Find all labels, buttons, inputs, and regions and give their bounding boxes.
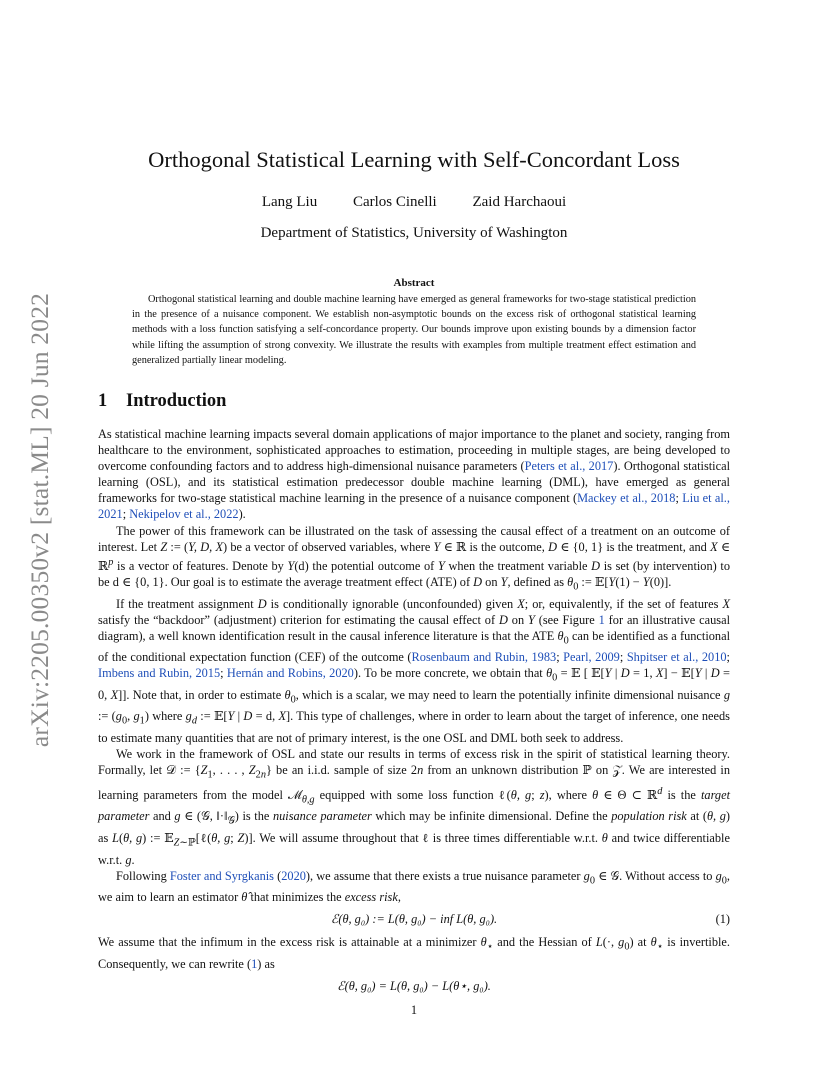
citation-link[interactable]: Hernán and Robins, 2020 xyxy=(226,666,354,681)
paragraph: We work in the framework of OSL and state our results in terms of excess risk in the spirit of statistical learning theory. Formally, let 𝒟 := {$Z_1$, . . . , $Z_{2n}$} be an i.i.d. sample of size 2n from an unknown distribution ℙ on 𝒵. We are interested in learning parameters from the model ℳ$_{\theta,g}$ equipped with some loss function ℓ(θ, g; z), where θ ∈ Θ ⊂ ℝ$^d$ is the target parameter and g ∈ (𝒢, $‖\cdot‖_𝒢$) is the nuisance parameter which may be infinite dimensional. Define the population risk at (θ, g) as L(θ, g) := 𝔼$_{Z\sim ℙ}$[ℓ(θ, g; Z)]. We will assume throughout that ℓ is three times differentiable w.r.t. θ and twice differentiable w.r.t. g. xyxy=(98,747,731,867)
citation-link[interactable]: Rosenbaum and Rubin, 1983 xyxy=(411,650,557,665)
citation-link[interactable]: Pearl, 2009 xyxy=(563,650,620,665)
citation-link[interactable]: Mackey et al., 2018 xyxy=(577,491,676,506)
abstract-text: Orthogonal statistical learning and double machine learning have emerged as general frameworks for two-stage statistical prediction in the presence of a nuisance component. We establish non-asymptotic bounds on the excess risk of orthogonal statistical learning methods with a loss function satisfying a self-concordance property. Our bounds improve upon existing bounds by a dimension factor while lifting the assumption of strong convexity. We illustrate the results with examples from multiple treatment effect estimation and generalized partially linear modeling. xyxy=(132,294,696,366)
arxiv-identifier-stamp xyxy=(20,285,60,755)
author-list xyxy=(98,192,730,212)
arxiv-id-text: arXiv:2205.00350v2 [stat.ML] 20 Jun 2022 xyxy=(25,292,54,748)
page-number: 1 xyxy=(410,1003,418,1017)
paragraph: The power of this framework can be illustrated on the task of assessing the causal effect of a treatment on an outcome of interest. Let Z := (Y, D, X) be a vector of observed variables, where Y ∈ ℝ is the outcome, D ∈ {0, 1} is the treatment, and X ∈ ℝ$^p$ is a vector of features. Denote by Y(d) the potential outcome of Y when the treatment variable D is set (by intervention) to be d ∈ {0, 1}. Our goal is to estimate the average treatment effect (ATE) of D on Y, defined as $\theta_0$ := 𝔼[Y(1) − Y(0)]. xyxy=(98,523,731,593)
paper-title: Orthogonal Statistical Learning with Self-Concordant Loss xyxy=(148,147,680,172)
citation-link[interactable]: Imbens and Rubin, 2015 xyxy=(98,666,221,681)
equation-2-body: ℰ(θ, g₀) = L(θ, g₀) − L(θ⋆, g₀). xyxy=(337,979,491,993)
citation-link[interactable]: Peters et al., 2017 xyxy=(524,459,614,474)
paragraph: We assume that the infimum in the excess risk is attainable at a minimizer $\theta_⋆$ and the Hessian of L(·, $g_0$) at $\theta_⋆$ is invertible. Consequently, we can rewrite (1) as xyxy=(98,935,730,971)
author-name: Carlos Cinelli xyxy=(352,194,437,210)
equation-1 xyxy=(98,909,730,929)
author-name: Zaid Harchaoui xyxy=(472,194,567,210)
paragraph: If the treatment assignment D is conditionally ignorable (unconfounded) given X; or, equivalently, if the set of features X satisfy the “backdoor” (adjustment) criterion for estimating the causal effect of D on Y (see Figure 1 for an illustrative causal diagram), a well known identification result in the causal inference literature is that the ATE $\theta_0$ can be identified as a functional of the conditional expectation function (CEF) of the outcome (Rosenbaum and Rubin, 1983; Pearl, 2009; Shpitser et al., 2010; Imbens and Rubin, 2015; Hernán and Robins, 2020). To be more concrete, we obtain that $\theta_0$ = 𝔼 [ 𝔼[Y | D = 1, X] − 𝔼[Y | D = 0, X]]. Note that, in order to estimate $\theta_0$, which is a scalar, we may need to learn the potentially infinite dimensional nuisance g := ($g_0$, $g_1$) where $g_d$ := 𝔼[Y | D = d, X]. This type of challenges, where in order to learn about the target of inference, one needs to estimate many quantities that are not of primary interest, is the one OSL and DML both seek to address. xyxy=(98,596,731,746)
affiliation: Department of Statistics, University of Washington xyxy=(260,225,568,241)
paragraph: As statistical machine learning impacts several domain applications of major importance to the planet and society, ranging from healthcare to the environment, sophisticated approaches to estimation, proceeding in multiple stages, are being developed to overcome confounding factors and to address high-dimensional nuisance parameters (Peters et al., 2017). Orthogonal statistical learning (OSL), and its statistical estimation predecessor double machine learning (DML), have emerged as general frameworks for two-stage statistical machine learning in the presence of a nuisance component (Mackey et al., 2018; Liu et al., 2021; Nekipelov et al., 2022). xyxy=(98,427,730,522)
section-heading xyxy=(98,390,226,412)
figure-link[interactable]: 1 xyxy=(598,612,605,627)
citation-link[interactable]: Foster and Syrgkanis xyxy=(169,868,274,883)
section-title: Introduction xyxy=(126,391,227,411)
abstract-body xyxy=(132,292,696,368)
citation-link[interactable]: Shpitser et al., 2010 xyxy=(626,650,727,665)
equation-1-number: (1) xyxy=(715,912,730,927)
equation-1-body: ℰ(θ, g₀) := L(θ, g₀) − inf L(θ, g₀). xyxy=(330,912,498,927)
section-body xyxy=(98,426,730,1001)
citation-link[interactable]: Nekipelov et al., 2022 xyxy=(129,507,239,522)
abstract-heading: Abstract xyxy=(393,277,435,289)
author-name: Lang Liu xyxy=(261,194,318,210)
paragraph: Following Foster and Syrgkanis (2020), we assume that there exists a true nuisance parameter $g_0$ ∈ 𝒢. Without access to $g_0$, we aim to learn an estimator θ̂ that minimizes the excess risk, xyxy=(98,868,731,905)
citation-link[interactable]: Liu et al., 2021 xyxy=(98,491,730,522)
equation-2 xyxy=(98,976,730,996)
section-number: 1 xyxy=(98,391,108,411)
equation-link[interactable]: 1 xyxy=(251,956,258,971)
citation-link[interactable]: 2020 xyxy=(281,868,306,883)
